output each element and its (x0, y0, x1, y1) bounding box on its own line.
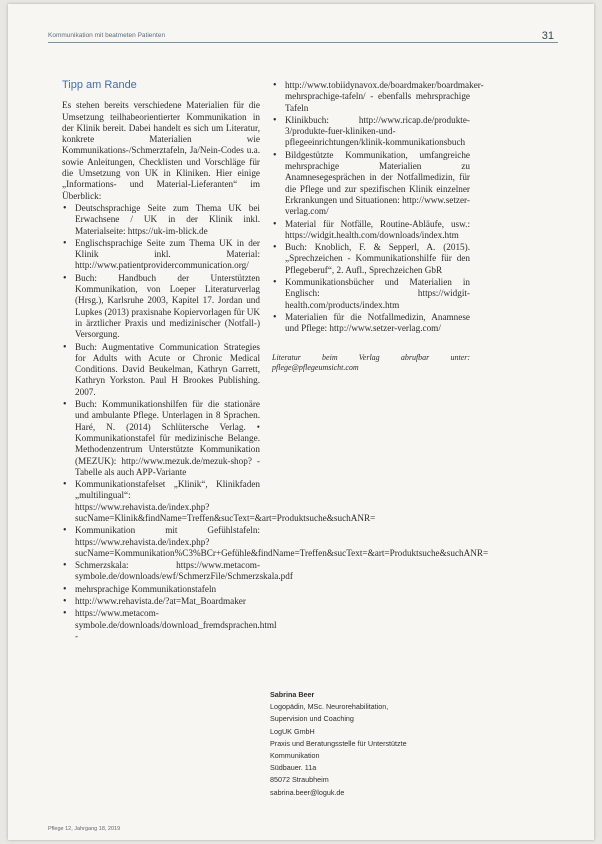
author-line: LogUK GmbH (270, 726, 315, 736)
header-rule (48, 42, 558, 43)
author-line: Südbauer. 11a (270, 763, 317, 773)
author-email: sabrina.beer@loguk.de (270, 787, 345, 797)
list-item: • Buch: Knoblich, F. & Sepperl, A. (2015). „Sprechzeichen - Kommunikationshilfe für den Pflegeberuf“, 2. Aufl., Sprechzeichen GbR (272, 242, 470, 276)
list-item: • Kommunikationsbücher und Materialien in Englisch: https://widgit-health.com/products/index.htm (272, 277, 470, 311)
running-title: Kommunikation mit beatmeten Patienten (48, 32, 166, 39)
author-line: Logopädin, MSc. Neurorehabilitation, (270, 702, 389, 712)
right-column (272, 80, 484, 373)
list-item: • https://www.metacom-symbole.de/downloads/download_fremdsprachen.html - (62, 608, 260, 642)
author-line: Praxis und Beratungsstelle für Unterstützte (270, 738, 407, 748)
section-heading: Tipp am Rande (62, 79, 137, 91)
page-footer: Pflege 12, Jahrgang 18, 2019 (48, 826, 121, 832)
author-line: Supervision und Coaching (270, 714, 354, 724)
list-item: • Kommunikation mit Gefühlstafeln: https://www.rehavista.de/index.php?sucName=Kommunikation%C3%BCr+Gefühle&findName=Treffen&sucText=&art=Produktsuche&suchANR= (62, 525, 260, 559)
list-item: • Bildgestützte Kommunikation, umfangreiche mehrsprachige Materialien zu Anamnesegesprächen in der Notfallmedizin, für die Pflege und zur spezifischen Klinik einzelner Erkrankungen und Situationen: http://www.setzer-verlag.com/ (272, 150, 470, 218)
list-item: • Englischsprachige Seite zum Thema UK in der Klinik inkl. Material: http://www.patientprovidercommunication.org/ (62, 238, 260, 272)
author-line: Kommunikation (270, 751, 320, 761)
list-item: • http://www.rehavista.de/?at=Mat_Boardmaker (62, 596, 260, 607)
page-number: 31 (541, 30, 554, 42)
list-item: • Kommunikationstafelset „Klinik“, Klinikfaden „multilingual“: https://www.rehavista.de/index.php?sucName=Klinik&findName=Treffen&sucText=&art=Produktsuche&suchANR= (62, 479, 260, 524)
list-item: • Deutschsprachige Seite zum Thema UK bei Erwachsene / UK in der Klinik inkl. Materialseite: https://uk-im-blick.de (62, 203, 260, 237)
list-item: • Klinikbuch: http://www.ricap.de/produkte-3/produkte-fuer-kliniken-und-pflegeeinrichtungen/klinik-kommunikationsbuch (272, 115, 470, 149)
list-item: • Buch: Augmentative Communication Strategies for Adults with Acute or Chronic Medical Conditions. David Beukelman, Kathryn Garrett, Kathryn Yorkston. Paul H Brookes Publishing. 2007. (62, 342, 260, 398)
list-item: • Material für Notfälle, Routine-Abläufe, usw.: https://widgit.health.com/downloads/index.htm (272, 219, 470, 242)
document-page (8, 4, 594, 840)
resource-list-right (272, 80, 484, 335)
intro-paragraph: Es stehen bereits verschiedene Materialien für die Umsetzung teilhabeorientierter Kommunikation in der Klinik bereit. Dabei handelt es sich um Literatur, konkrete Materialien wie Kommunikations-/Schmerztafeln, Ja/Nein-Codes u.a. sowie Anleitungen, Checklisten und Vorschläge für die Umsetzung von UK in Kliniken. Hier einige „Informations- und Material-Lieferanten“ im Überblick: (62, 100, 260, 201)
author-line: 85072 Straubheim (270, 775, 329, 785)
list-item: • Buch: Handbuch der Unterstützten Kommunikation, von Loeper Literaturverlag (Hrsg.), Karlsruhe 2003, Kapitel 17. Jordan und Lupkes (2013) praxisnahe Kopiervorlagen für UK in ärztlicher Praxis und medizinischer (Notfall-) Versorgung. (62, 273, 260, 341)
list-item: • Buch: Kommunikationshilfen für die stationäre und ambulante Pflege. Unterlagen in 8 Sprachen. Haré, N. (2014) Schlütersche Verlag. • Kommunikationstafel für medizinische Belange. Methodenzentrum Unterstützte Kommunikation (MEZUK): http://www.mezuk.de/mezuk-shop? - Tabelle als auch APP-Variante (62, 399, 260, 478)
list-item: • http://www.tobiidynavox.de/boardmaker/boardmaker-mehrsprachige-tafeln/ - ebenfalls mehrsprachige Tafeln (272, 80, 470, 114)
author-name: Sabrina Beer (270, 690, 315, 699)
author-info (270, 689, 480, 799)
publisher-note: Literatur beim Verlag abrufbar unter: pflege@pflegeumsicht.com (272, 352, 470, 372)
list-item: • Schmerzskala: https://www.metacom-symbole.de/downloads/ewf/SchmerzFile/Schmerzskala.pdf (62, 560, 260, 583)
list-item: • mehrsprachige Kommunikationstafeln (62, 584, 260, 595)
list-item: • Materialien für die Notfallmedizin, Anamnese und Pflege: http://www.setzer-verlag.com/ (272, 312, 470, 335)
